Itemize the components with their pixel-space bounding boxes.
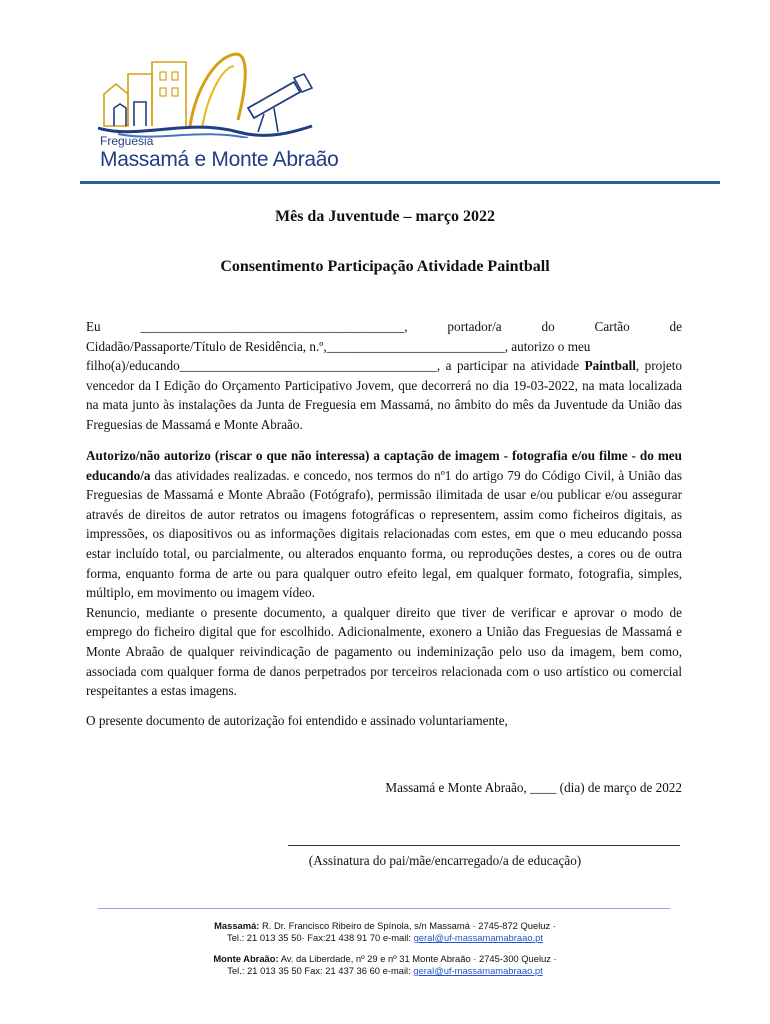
- word: do: [541, 319, 555, 334]
- authorization-details: das atividades realizadas. e concedo, nos termos do nº1 do artigo 79 do Código Civil, à União das Freguesias de Massamá e Monte Abraão (Fotógrafo), permissão ilimitada de usar e/ou publicar e/ou assegurar através de direitos de autor retratos ou imagens fotográficas o representem, assim como ficheiros digitais, as impressões, os diapositivos ou as informações digitais relacionadas com estes, em que o meu educando possa estar incluído total, ou parcialmente, ou alterados enquanto forma, ou reproduções destes, a cores ou de outra forma, enquanto forma de arte ou para qualquer outro efeito legal, em qualquer formato, fotografia, simples, múltiplo, em movimento ou imagem vídeo.: [86, 467, 682, 601]
- image-authorization-paragraph: [86, 446, 682, 701]
- voluntary-statement: O presente documento de autorização foi entendido e assinado voluntariamente,: [86, 713, 508, 728]
- authorization-text: [86, 446, 682, 603]
- footer-monte-address-line: [0, 953, 770, 965]
- footer-monte-address: Av. da Liberdade, nº 29 e nº 31 Monte Abraão · 2745-300 Queluz ·: [278, 953, 557, 964]
- consent-paragraph: [86, 317, 682, 435]
- document-title: Mês da Juventude – março 2022: [275, 208, 495, 225]
- footer-massama: [0, 920, 770, 944]
- footer-massama-contact: Tel.: 21 013 35 50· Fax:21 438 91 70 e-mail:: [227, 932, 414, 943]
- word: Cartão: [594, 319, 630, 334]
- consent-body: [86, 356, 682, 434]
- parish-logo: [98, 48, 339, 172]
- footer-monte-abraao: [0, 953, 770, 977]
- waiver-text: Renuncio, mediante o presente documento, a qualquer direito que tiver de verificar e aprovar o modo de emprego do ficheiro digital que for escolhido. Adicionalmente, exonero a União das Freguesias de Massamá e Monte Abraão de qualquer reivindicação de pagamento ou indeminização pelo uso da imagem, bem como, associada com qualquer forma de danos perpetrados por terceiros relacionada com o uso artístico ou comercial respeitantes a estas imagens.: [86, 604, 682, 699]
- consent-details: projeto vencedor da I Edição do Orçamento Participativo Jovem, que decorrerá no dia 19-03-2022, na mata localizada na mata junto às instalações da Junta de Freguesia em Massamá, no âmbito do mês da Juventude da União das Freguesias de Massamá e Monte Abraão.: [86, 358, 683, 432]
- activity-name: Paintball: [584, 358, 636, 374]
- footer-divider: [98, 908, 670, 909]
- document-subtitle: Consentimento Participação Atividade Paintball: [220, 258, 550, 275]
- punctuation: ,: [635, 358, 640, 374]
- footer-monte-contact-line: [0, 965, 770, 977]
- name-blank: ________________________________________,: [140, 319, 408, 334]
- logo-subtitle: Freguesia: [100, 134, 154, 148]
- footer-massama-label: Massamá:: [214, 920, 260, 931]
- word: de: [669, 319, 682, 334]
- footer-monte-email-link[interactable]: geral@uf-massamamabraao.pt: [413, 965, 543, 976]
- logo-parish-name: Massamá e Monte Abraão: [100, 148, 339, 171]
- footer-massama-address-line: [0, 920, 770, 932]
- child-line: filho(a)/educando_______________________________________, a participar na atividade: [86, 358, 585, 374]
- parish-emblem-icon: [98, 48, 318, 138]
- footer-massama-address: R. Dr. Francisco Ribeiro de Spínola, s/n Massamá · 2745-872 Queluz ·: [259, 920, 556, 931]
- word: portador/a: [447, 319, 502, 334]
- consent-id-line: Cidadão/Passaporte/Título de Residência, n.º,___________________________, autorizo o meu: [86, 338, 591, 354]
- header-divider: [80, 181, 720, 184]
- footer-massama-contact-line: [0, 932, 770, 944]
- footer-massama-email-link[interactable]: geral@uf-massamamabraao.pt: [413, 932, 543, 943]
- word: Eu: [86, 319, 101, 334]
- date-line: Massamá e Monte Abraão, ____ (dia) de março de 2022: [385, 780, 682, 795]
- signature-line: [288, 845, 680, 846]
- authorization-bold: Autorizo/não autorizo (riscar o que não interessa) a captação de imagem - fotografia e/ou filme - do meu educando/a: [86, 448, 682, 483]
- footer-monte-label: Monte Abraão:: [213, 953, 279, 964]
- signature-caption: (Assinatura do pai/mãe/encarregado/a de educação): [308, 853, 582, 868]
- consent-first-line: [86, 317, 682, 337]
- footer-monte-contact: Tel.: 21 013 35 50 Fax: 21 437 36 60 e-mail:: [227, 965, 414, 976]
